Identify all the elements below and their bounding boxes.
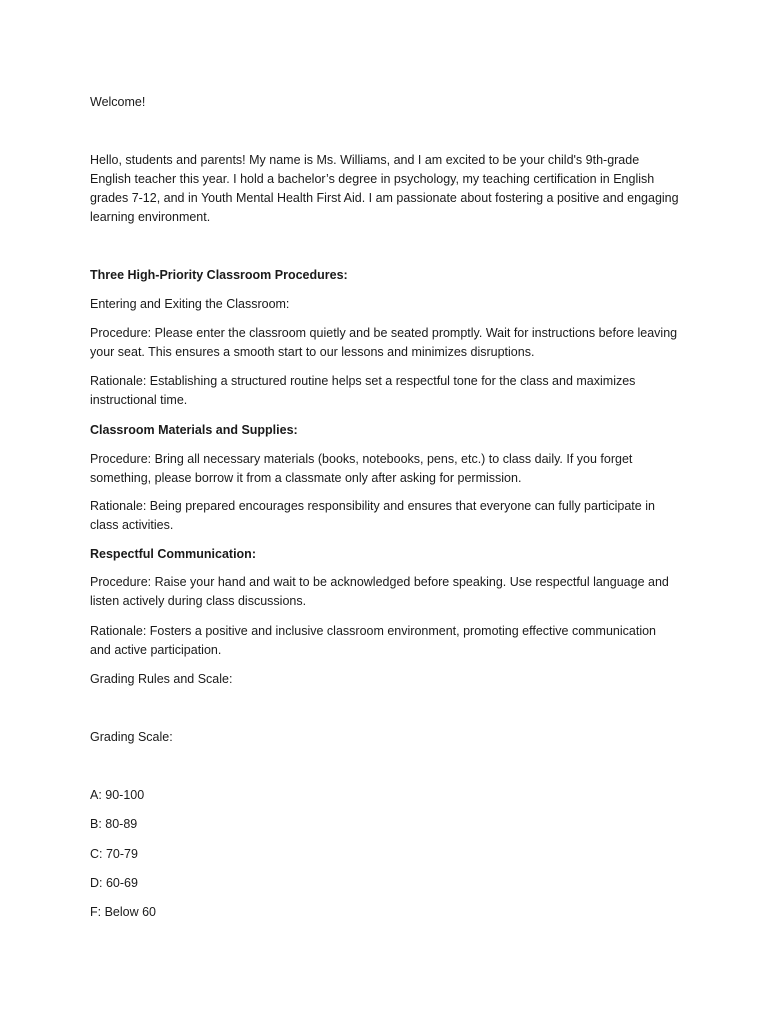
intro-paragraph: Hello, students and parents! My name is Ms. Williams, and I am excited to be your child's 9th-grade English teacher this year. I hold a bachelor’s degree in psychology, my teaching certification in English grades 7-12, and in Youth Mental Health First Aid. I am passionate about fostering a positive and engaging learning environment. [90,153,679,224]
procedure-2-title: Classroom Materials and Supplies: [90,423,298,437]
grade-a: A: 90-100 [90,788,145,802]
procedure-1-rationale: Rationale: Establishing a structured routine helps set a respectful tone for the class and maximizes instructional time. [90,374,636,407]
greeting: Welcome! [90,95,146,109]
procedure-3-title: Respectful Communication: [90,547,256,561]
grade-b: B: 80-89 [90,817,138,831]
grade-d: D: 60-69 [90,876,138,890]
procedure-1-text: Procedure: Please enter the classroom quietly and be seated promptly. Wait for instructions before leaving your seat. This ensures a smooth start to our lessons and minimizes disruptions. [90,326,678,359]
grading-heading: Grading Rules and Scale: [90,672,233,686]
procedure-3-text: Procedure: Raise your hand and wait to be acknowledged before speaking. Use respectful language and listen actively during class discussions. [90,575,669,608]
grade-f: F: Below 60 [90,905,157,919]
procedure-2-rationale: Rationale: Being prepared encourages responsibility and ensures that everyone can fully participate in class activities. [90,499,655,532]
procedure-2-text: Procedure: Bring all necessary materials (books, notebooks, pens, etc.) to class daily. If you forget something, please borrow it from a classmate only after asking for permission. [90,452,633,485]
grading-scale-heading: Grading Scale: [90,730,173,744]
grade-c: C: 70-79 [90,847,138,861]
procedure-1-title: Entering and Exiting the Classroom: [90,297,290,311]
procedures-heading: Three High-Priority Classroom Procedures: [90,268,348,282]
procedure-3-rationale: Rationale: Fosters a positive and inclusive classroom environment, promoting effective communication and active participation. [90,624,657,657]
